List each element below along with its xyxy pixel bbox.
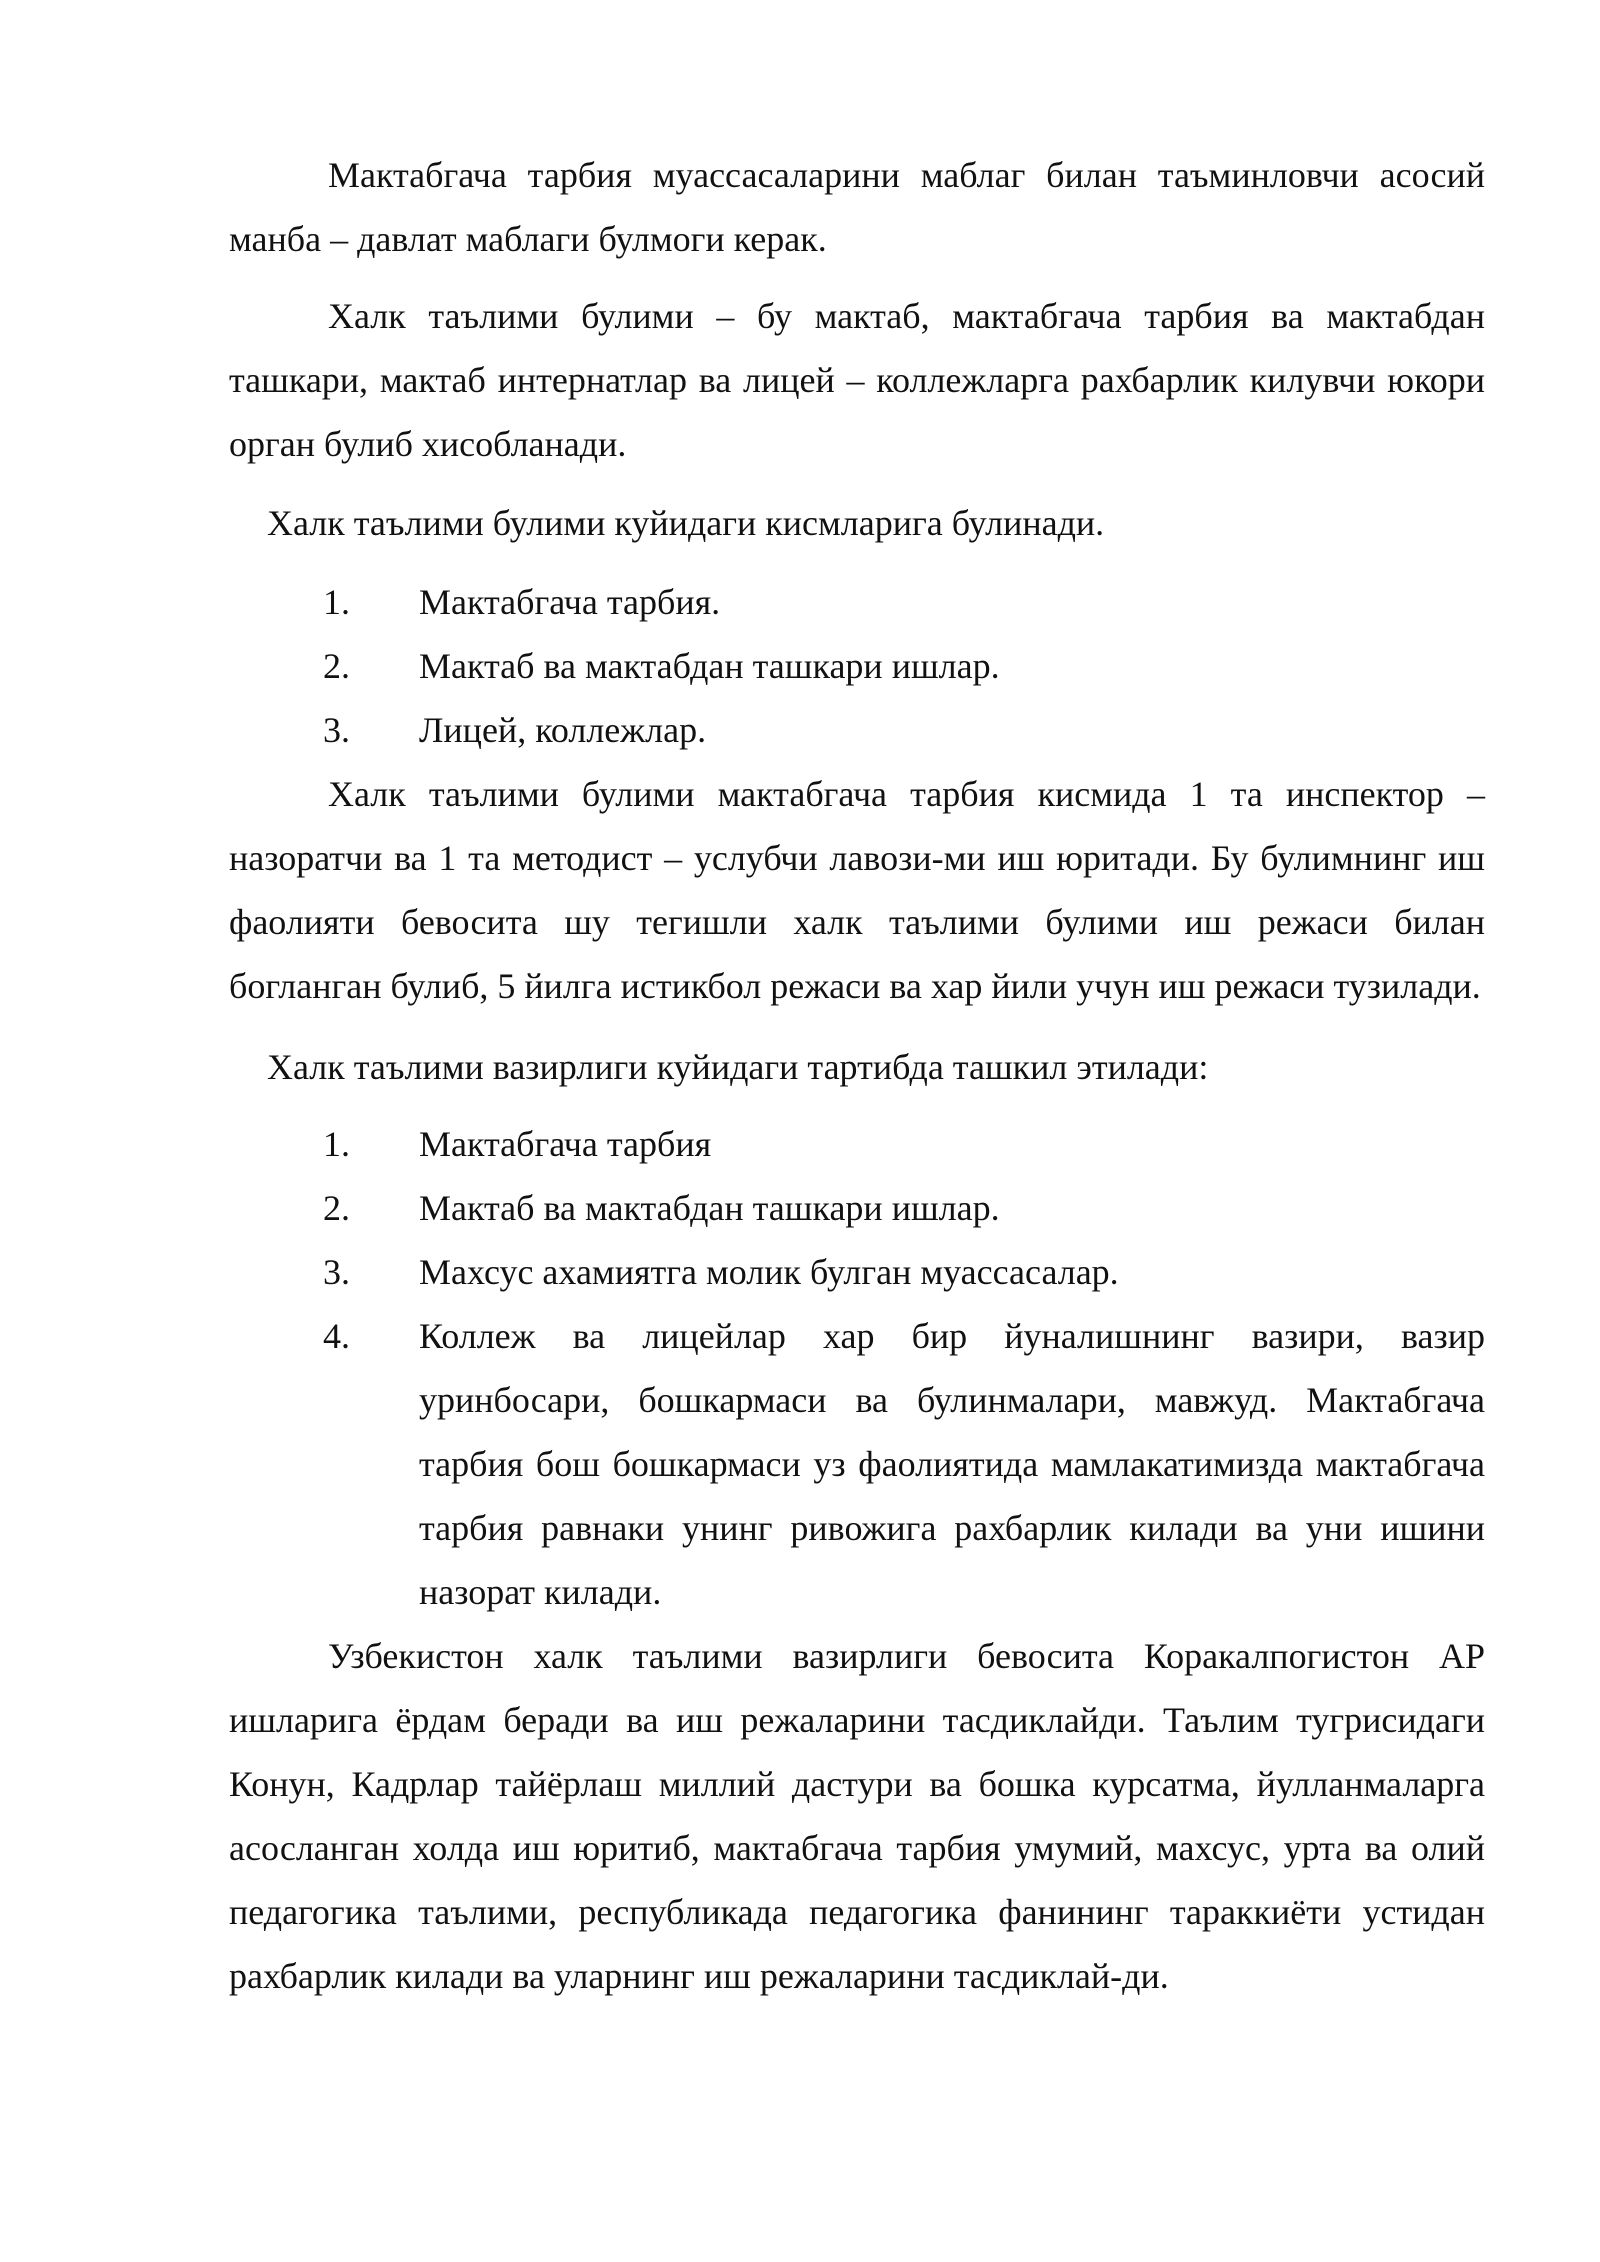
list-number: 3.	[323, 710, 350, 750]
document-body	[229, 143, 1485, 2008]
list-item	[229, 634, 1485, 698]
list-item-text: Махсус ахамиятга молик булган муассасалар.	[419, 1252, 1119, 1292]
department-parts-list	[229, 570, 1485, 762]
list-item-text: Мактаб ва мактабдан ташкари ишлар.	[419, 646, 1000, 686]
list-item-text: Коллеж ва лицейлар хар бир йуналишнинг вазири, вазир уринбосари, бошкармаси ва булинмалари, мавжуд. Мактабгача тарбия бош бошкармаси уз фаолиятида мамлакатимизда мактабгача тарбия равнаки унинг ривожига рахбарлик килади ва уни ишини назорат килади.	[419, 1316, 1485, 1612]
list-number: 2.	[323, 1188, 350, 1228]
list-item	[229, 570, 1485, 634]
paragraph-ministry-structure-intro: Халк таълими вазирлиги куйидаги тартибда ташкил этилади:	[267, 1047, 1209, 1087]
list-item	[229, 1112, 1485, 1176]
ministry-structure-list	[229, 1112, 1485, 1624]
list-item	[229, 1304, 1485, 1624]
list-item-text: Мактабгача тарбия.	[419, 582, 721, 622]
list-number: 2.	[323, 646, 350, 686]
list-item-text: Лицей, коллежлар.	[419, 710, 707, 750]
paragraph-staff: Халк таълими булими мактабгача тарбия кисмида 1 та инспектор – назоратчи ва 1 та методист – услубчи лавози-ми иш юритади. Бу булимнинг иш фаолияти бевосита шу тегишли халк таълими булими иш режаси билан богланган булиб, 5 йилга истикбол режаси ва хар йили учун иш режаси тузилади.	[229, 774, 1485, 1006]
list-number: 3.	[323, 1252, 350, 1292]
list-item	[229, 1176, 1485, 1240]
list-item-text: Мактаб ва мактабдан ташкари ишлар.	[419, 1188, 1000, 1228]
paragraph-department-definition: Халк таълими булими – бу мактаб, мактабгача тарбия ва мактабдан ташкари, мактаб интернатлар ва лицей – коллежларга рахбарлик килувчи юкори орган булиб хисобланади.	[229, 296, 1485, 464]
list-item	[229, 1240, 1485, 1304]
paragraph-ministry-role: Узбекистон халк таълими вазирлиги бевосита Коракалпогистон АР ишларига ёрдам беради ва иш режаларини тасдиклайди. Таълим тугрисидаги Конун, Кадрлар тайёрлаш миллий дастури ва бошка курсатма, йулланмаларга асосланган холда иш юритиб, мактабгача тарбия умумий, махсус, урта ва олий педагогика таълими, республикада педагогика фанининг тараккиёти устидан рахбарлик килади ва уларнинг иш режаларини тасдиклай-ди.	[229, 1636, 1485, 1996]
paragraph-funding: Мактабгача тарбия муассасаларини маблаг билан таъминловчи асосий манба – давлат маблаги булмоги керак.	[229, 155, 1485, 259]
list-number: 1.	[323, 582, 350, 622]
list-number: 1.	[323, 1124, 350, 1164]
list-number: 4.	[323, 1316, 350, 1356]
list-item-text: Мактабгача тарбия	[419, 1124, 712, 1164]
list-item	[229, 698, 1485, 762]
paragraph-department-parts-intro: Халк таълими булими куйидаги кисмларига булинади.	[267, 503, 1105, 543]
